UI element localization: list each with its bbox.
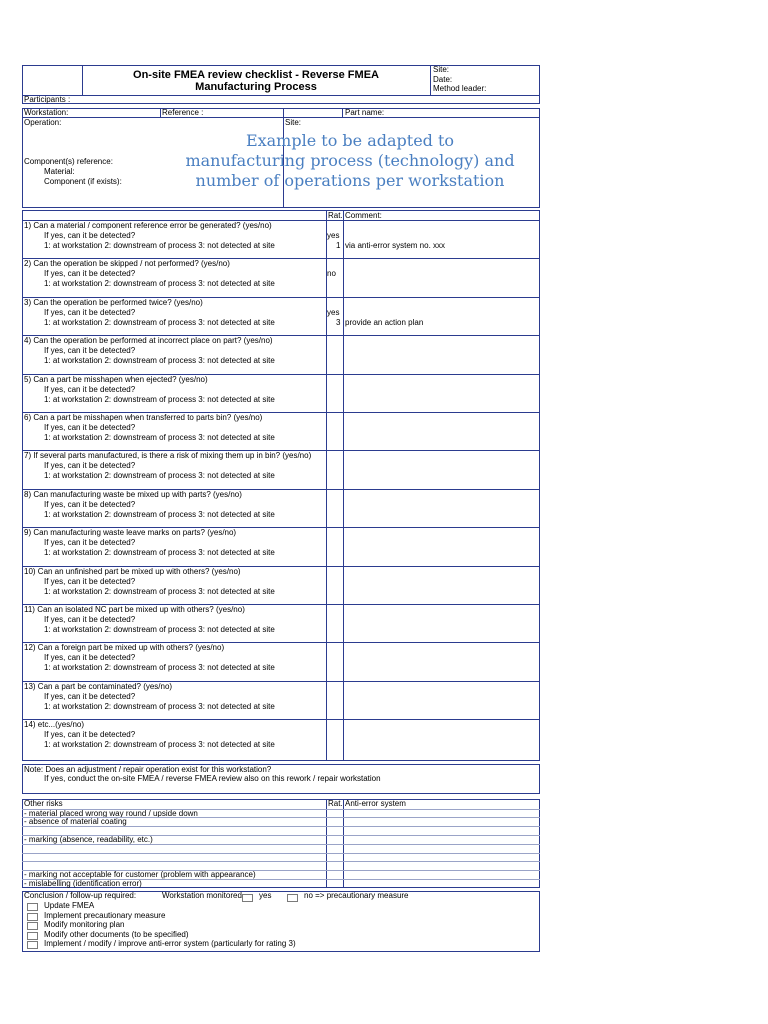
monitored-no-label: no => precautionary measure bbox=[304, 891, 409, 900]
checklist-comment: provide an action plan bbox=[345, 317, 424, 327]
example-note-line1: Example to be adapted to bbox=[245, 131, 455, 150]
header-row-line bbox=[22, 95, 540, 96]
date-label: Date: bbox=[433, 75, 453, 84]
detected-question: If yes, can it be detected? bbox=[44, 461, 136, 471]
detected-question: If yes, can it be detected? bbox=[44, 576, 136, 586]
checklist-answer: no bbox=[327, 269, 336, 279]
checklist-rat-divider bbox=[326, 210, 327, 761]
checklist-question: 9) Can manufacturing waste leave marks on parts? (yes/no) bbox=[24, 528, 237, 538]
risks-rat-header: Rat. bbox=[328, 799, 343, 808]
detected-question: If yes, can it be detected? bbox=[44, 615, 136, 624]
checklist-rat-header: Rat. bbox=[328, 211, 343, 220]
checklist-comment-header: Comment: bbox=[345, 211, 382, 220]
participants-label: Participants : bbox=[24, 95, 71, 104]
detected-options: 1: at workstation 2: downstream of process 3: not detected at site bbox=[44, 740, 275, 750]
conclusion-item-label: Modify other documents (to be specified) bbox=[44, 929, 189, 939]
risks-other-header: Other risks bbox=[24, 799, 63, 808]
checklist-question: 5) Can a part be misshapen when ejected? (yes/no) bbox=[24, 374, 208, 384]
checklist-question: 7) If several parts manufactured, is there a risk of mixing them up in bin? (yes/no) bbox=[24, 451, 312, 461]
site-label: Site: bbox=[433, 65, 450, 74]
conclusion-item-label: Implement precautionary measure bbox=[44, 910, 166, 920]
header-divider-right bbox=[430, 65, 431, 95]
conclusion-item-label: Implement / modify / improve anti-error system (particularly for rating 3) bbox=[44, 939, 296, 949]
risk-item: - marking not acceptable for customer (problem with appearance) bbox=[24, 870, 256, 880]
method-leader-label: Method leader: bbox=[433, 84, 487, 93]
conclusion-checkbox[interactable] bbox=[27, 922, 38, 930]
checklist-box bbox=[22, 210, 540, 761]
detected-question: If yes, can it be detected? bbox=[44, 730, 136, 740]
conclusion-item-label: Modify monitoring plan bbox=[44, 920, 125, 930]
risk-item: - mislabelling (identification error) bbox=[24, 878, 142, 888]
checklist-rating: 3 bbox=[336, 317, 341, 327]
conclusion-item-label: Update FMEA bbox=[44, 901, 95, 910]
detected-options: 1: at workstation 2: downstream of process 3: not detected at site bbox=[44, 586, 275, 596]
checklist-question: 3) Can the operation be performed twice? (yes/no) bbox=[24, 297, 203, 307]
detected-options: 1: at workstation 2: downstream of process 3: not detected at site bbox=[44, 509, 275, 519]
detected-options: 1: at workstation 2: downstream of process 3: not detected at site bbox=[44, 663, 275, 673]
checklist-answer: yes bbox=[327, 231, 340, 240]
checklist-question: 4) Can the operation be performed at incorrect place on part? (yes/no) bbox=[24, 336, 273, 346]
detected-options: 1: at workstation 2: downstream of process 3: not detected at site bbox=[44, 625, 275, 634]
conclusion-checkbox[interactable] bbox=[27, 913, 38, 921]
workstation-monitored-label: Workstation monitored bbox=[162, 891, 242, 900]
detected-question: If yes, can it be detected? bbox=[44, 423, 136, 432]
risk-row-line bbox=[22, 853, 540, 854]
note-line2: If yes, conduct the on-site FMEA / reverse FMEA review also on this rework / repair workstation bbox=[44, 774, 381, 783]
detected-question: If yes, can it be detected? bbox=[44, 384, 136, 394]
conclusion-checkbox[interactable] bbox=[27, 941, 38, 949]
risk-item: - absence of material coating bbox=[24, 817, 127, 827]
info-row-line bbox=[22, 117, 540, 118]
detected-question: If yes, can it be detected? bbox=[44, 307, 136, 317]
reference-label: Reference : bbox=[162, 108, 204, 117]
detected-options: 1: at workstation 2: downstream of process 3: not detected at site bbox=[44, 701, 275, 711]
checklist-rating: 1 bbox=[336, 241, 341, 250]
checklist-answer: yes bbox=[327, 307, 340, 317]
monitored-yes-checkbox[interactable] bbox=[242, 894, 253, 902]
checklist-question: 14) etc...(yes/no) bbox=[24, 720, 85, 730]
checklist-question: 2) Can the operation be skipped / not performed? (yes/no) bbox=[24, 259, 230, 269]
conclusion-checkbox[interactable] bbox=[27, 932, 38, 940]
example-note-line3: number of operations per workstation bbox=[195, 171, 505, 190]
info-divider-3 bbox=[342, 108, 343, 117]
detected-options: 1: at workstation 2: downstream of process 3: not detected at site bbox=[44, 356, 275, 366]
detected-question: If yes, can it be detected? bbox=[44, 653, 136, 663]
detected-options: 1: at workstation 2: downstream of process 3: not detected at site bbox=[44, 317, 275, 327]
operation-label: Operation: bbox=[24, 118, 62, 127]
example-note-line2: manufacturing process (technology) and bbox=[185, 151, 515, 170]
detected-options: 1: at workstation 2: downstream of process 3: not detected at site bbox=[44, 241, 275, 250]
detected-options: 1: at workstation 2: downstream of process 3: not detected at site bbox=[44, 471, 275, 481]
detected-options: 1: at workstation 2: downstream of process 3: not detected at site bbox=[44, 548, 275, 558]
component-if-exists-label: Component (if exists): bbox=[44, 177, 122, 186]
risk-row-line bbox=[22, 844, 540, 845]
checklist-question: 1) Can a material / component reference error be generated? (yes/no) bbox=[24, 221, 272, 230]
risk-item: - marking (absence, readability, etc.) bbox=[24, 834, 153, 844]
detected-question: If yes, can it be detected? bbox=[44, 499, 136, 509]
checklist-comment: via anti-error system no. xxx bbox=[345, 241, 446, 250]
conclusion-label: Conclusion / follow-up required: bbox=[24, 891, 137, 900]
page-title-line1: On-site FMEA review checklist - Reverse FMEA bbox=[133, 69, 379, 81]
workstation-label: Workstation: bbox=[24, 108, 69, 117]
detected-options: 1: at workstation 2: downstream of process 3: not detected at site bbox=[44, 394, 275, 404]
risks-anti-header: Anti-error system bbox=[345, 799, 406, 808]
risk-row-line bbox=[22, 861, 540, 862]
monitored-yes-label: yes bbox=[259, 891, 272, 900]
checklist-question: 13) Can a part be contaminated? (yes/no) bbox=[24, 681, 173, 691]
info-divider-1 bbox=[160, 108, 161, 117]
risk-item: - material placed wrong way round / upside down bbox=[24, 808, 198, 818]
monitored-no-checkbox[interactable] bbox=[287, 894, 298, 902]
checklist-question: 10) Can an unfinished part be mixed up with others? (yes/no) bbox=[24, 566, 241, 576]
checklist-question: 6) Can a part be misshapen when transferred to parts bin? (yes/no) bbox=[24, 413, 263, 422]
detected-question: If yes, can it be detected? bbox=[44, 346, 136, 356]
detected-question: If yes, can it be detected? bbox=[44, 231, 136, 240]
note-line1: Note: Does an adjustment / repair operation exist for this workstation? bbox=[24, 765, 272, 774]
detected-options: 1: at workstation 2: downstream of process 3: not detected at site bbox=[44, 279, 275, 289]
component-reference-label: Component(s) reference: bbox=[24, 157, 113, 166]
checklist-comment-divider bbox=[343, 210, 344, 761]
detected-question: If yes, can it be detected? bbox=[44, 691, 136, 701]
risk-row-line bbox=[22, 826, 540, 827]
detected-options: 1: at workstation 2: downstream of process 3: not detected at site bbox=[44, 433, 275, 442]
detected-question: If yes, can it be detected? bbox=[44, 538, 136, 548]
material-label: Material: bbox=[44, 167, 75, 176]
checklist-question: 11) Can an isolated NC part be mixed up with others? (yes/no) bbox=[24, 605, 245, 614]
conclusion-checkbox[interactable] bbox=[27, 903, 38, 911]
part-name-label: Part name: bbox=[345, 108, 385, 117]
checklist-row-line bbox=[22, 719, 540, 720]
detected-question: If yes, can it be detected? bbox=[44, 269, 136, 279]
page-title-line2: Manufacturing Process bbox=[195, 81, 317, 93]
checklist-question: 12) Can a foreign part be mixed up with others? (yes/no) bbox=[24, 643, 225, 653]
checklist-question: 8) Can manufacturing waste be mixed up with parts? (yes/no) bbox=[24, 489, 242, 499]
info-site-label: Site: bbox=[285, 118, 302, 127]
